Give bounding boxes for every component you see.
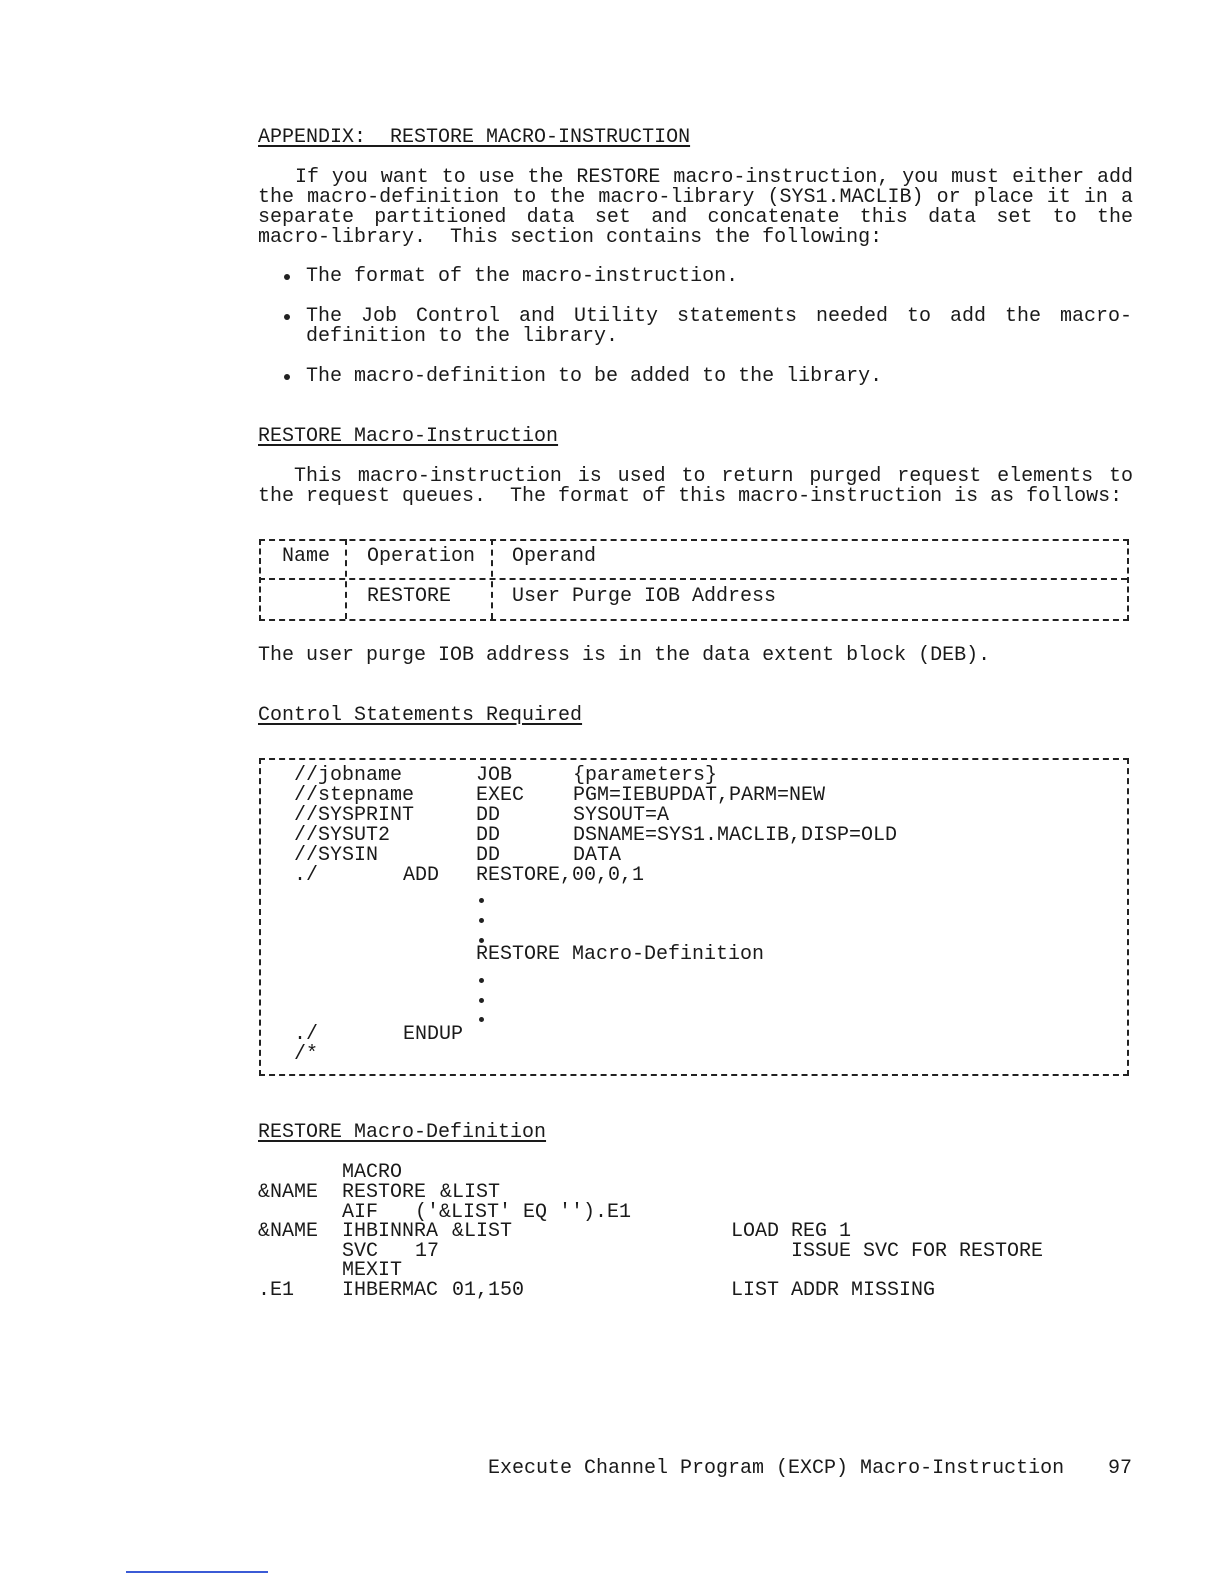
- table-cell-operation: RESTORE: [367, 585, 452, 608]
- bullet-item: The Job Control and Utility statements needed to add the macro-: [306, 305, 1132, 328]
- appendix-heading: APPENDIX: RESTORE MACRO-INSTRUCTION: [258, 126, 691, 149]
- jcl-name: //SYSUT2: [294, 824, 391, 847]
- page-number: 97: [1108, 1457, 1133, 1480]
- macro-op: RESTORE: [342, 1181, 427, 1204]
- bullet-dot: [284, 314, 290, 320]
- bullet-item: The macro-definition to be added to the library.: [306, 365, 883, 388]
- macro-op: IHBERMAC: [342, 1279, 439, 1302]
- macro-label: .E1: [258, 1279, 295, 1302]
- utility-control: ./: [294, 864, 319, 887]
- ellipsis-dot: [479, 978, 484, 983]
- macro-operand: &LIST: [452, 1220, 513, 1243]
- format-table-divider: [259, 578, 1127, 580]
- macro-op: MEXIT: [342, 1259, 403, 1282]
- utility-control: ./: [294, 1023, 319, 1046]
- macro-comment: ISSUE SVC FOR RESTORE: [731, 1240, 1044, 1263]
- macro-operand: ('&LIST' EQ '').E1: [415, 1201, 632, 1224]
- table-header-name: Name: [282, 545, 331, 568]
- macro-op: MACRO: [342, 1161, 403, 1184]
- jcl-op: DD: [476, 804, 501, 827]
- footer-rule: [126, 1571, 268, 1573]
- macro-label: &NAME: [258, 1220, 319, 1243]
- utility-operand: RESTORE,00,0,1: [476, 864, 645, 887]
- jcl-name: //jobname: [294, 764, 403, 787]
- jcl-op: DD: [476, 844, 501, 867]
- table-header-operand: Operand: [512, 545, 597, 568]
- ellipsis-dot: [479, 898, 484, 903]
- jcl-operand: {parameters}: [573, 764, 718, 787]
- table-header-operation: Operation: [367, 545, 476, 568]
- running-footer-title: Execute Channel Program (EXCP) Macro-Instruction: [488, 1457, 1065, 1480]
- intro-line: the macro-definition to the macro-library (SYS1.MACLIB) or place it in a: [258, 186, 1133, 209]
- jcl-op: JOB: [476, 764, 513, 787]
- bullet-item-cont: definition to the library.: [306, 325, 619, 348]
- section1-line: This macro-instruction is used to return purged request elements to: [294, 465, 1133, 488]
- section-heading-control-statements: Control Statements Required: [258, 704, 583, 727]
- ellipsis-dot: [479, 918, 484, 923]
- macro-comment: LOAD REG 1: [731, 1220, 852, 1243]
- jcl-name: //SYSPRINT: [294, 804, 415, 827]
- format-table-col-divider: [345, 539, 347, 619]
- ellipsis-dot: [479, 998, 484, 1003]
- intro-line: separate partitioned data set and concatenate this data set to the: [258, 206, 1133, 229]
- macro-operand: 17: [415, 1240, 440, 1263]
- macro-comment: LIST ADDR MISSING: [731, 1279, 936, 1302]
- bullet-dot: [284, 374, 290, 380]
- ellipsis-dot: [479, 1017, 484, 1022]
- section-heading-restore-instruction: RESTORE Macro-Instruction: [258, 425, 559, 448]
- intro-line: macro-library. This section contains the following:: [258, 226, 883, 249]
- table-cell-operand: User Purge IOB Address: [512, 585, 777, 608]
- macro-label: &NAME: [258, 1181, 319, 1204]
- jcl-operand: PGM=IEBUPDAT,PARM=NEW: [573, 784, 826, 807]
- jcl-op: EXEC: [476, 784, 525, 807]
- macro-op: IHBINNRA: [342, 1220, 439, 1243]
- bullet-item: The format of the macro-instruction.: [306, 265, 739, 288]
- section1-note: The user purge IOB address is in the data extent block (DEB).: [258, 644, 991, 667]
- bullet-dot: [284, 274, 290, 280]
- utility-op: ENDUP: [403, 1023, 464, 1046]
- jcl-name: //SYSIN: [294, 844, 379, 867]
- jcl-operand: SYSOUT=A: [573, 804, 670, 827]
- section1-line: the request queues. The format of this macro-instruction is as follows:: [258, 485, 1123, 508]
- macro-operand: 01,150: [452, 1279, 525, 1302]
- jcl-delimiter: /*: [294, 1043, 319, 1066]
- jcl-name: //stepname: [294, 784, 415, 807]
- jcl-operand: DATA: [573, 844, 622, 867]
- utility-op: ADD: [403, 864, 440, 887]
- section-heading-macro-definition: RESTORE Macro-Definition: [258, 1121, 547, 1144]
- macro-op: AIF: [342, 1201, 379, 1224]
- macro-operand: &LIST: [440, 1181, 501, 1204]
- macro-op: SVC: [342, 1240, 379, 1263]
- jcl-operand: DSNAME=SYS1.MACLIB,DISP=OLD: [573, 824, 898, 847]
- definition-placeholder: RESTORE Macro-Definition: [476, 943, 765, 966]
- jcl-op: DD: [476, 824, 501, 847]
- format-table-col-divider: [491, 539, 493, 619]
- intro-line: If you want to use the RESTORE macro-instruction, you must either add: [295, 166, 1133, 189]
